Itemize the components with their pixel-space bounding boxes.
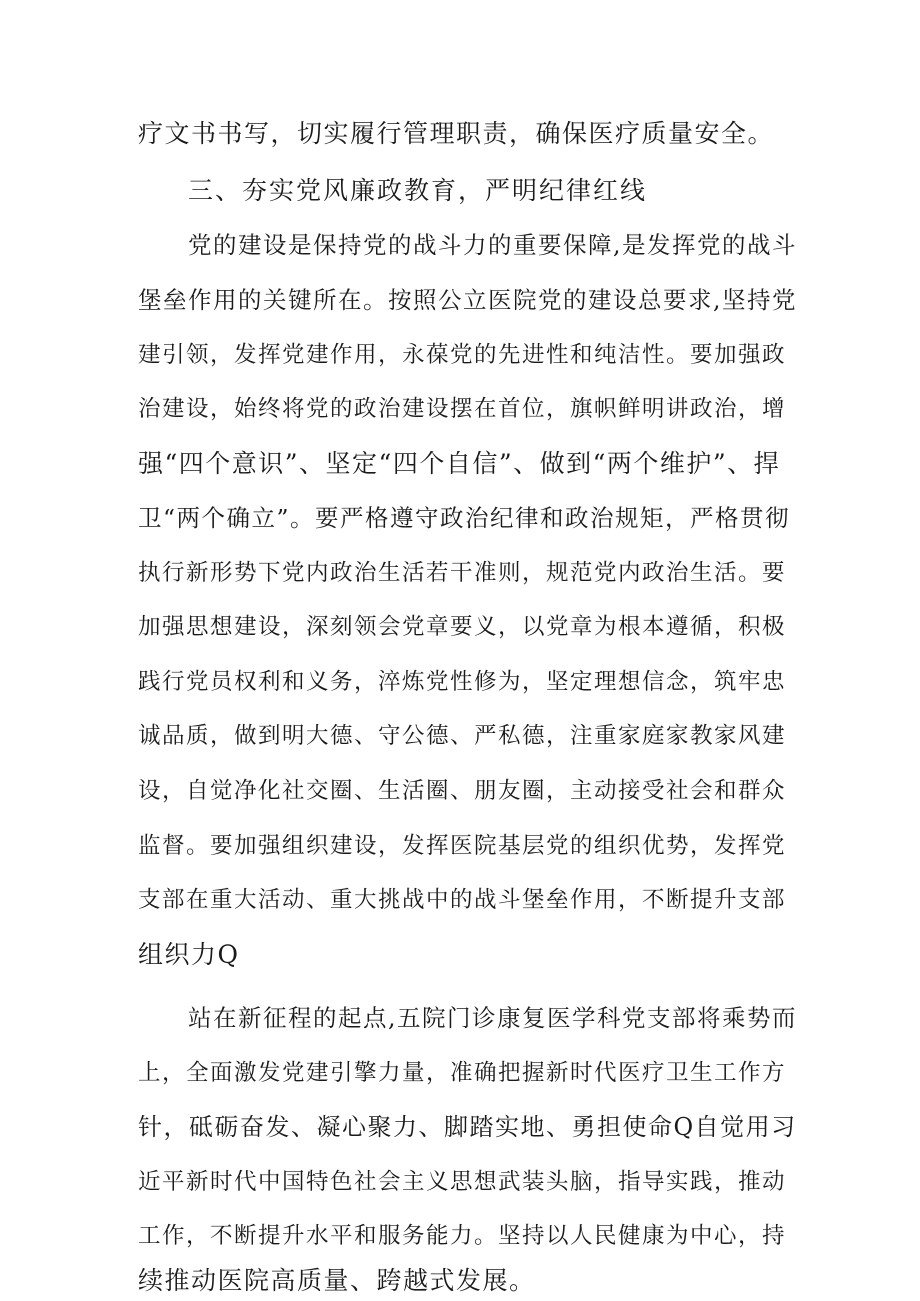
text-line: 工作，不断提升水平和服务能力。坚持以人民健康为中心，持 <box>138 1223 787 1249</box>
text-line: 强“四个意识”、坚定“四个自信”、做到“两个维护”、捍 <box>138 449 781 478</box>
text-line: 针，砥砺奋发、凝心聚力、脚踏实地、勇担使命Q自觉用习 <box>138 1113 797 1141</box>
section-heading: 三、夯实党风廉政教育，严明纪律红线 <box>188 176 648 205</box>
text-line: 近平新时代中国特色社会主义思想武装头脑，指导实践，推动 <box>138 1169 787 1195</box>
text-line: 建引领，发挥党建作用，永葆党的先进性和纯洁性。要加强政 <box>138 342 787 368</box>
text-line: 卫“两个确立”。要严格遵守政治纪律和政治规矩，严格贯彻 <box>138 504 791 532</box>
text-line: 疗文书书写，切实履行管理职责，确保医疗质量安全。 <box>138 119 775 148</box>
text-line: 堡垒作用的关键所在。按照公立医院党的建设总要求,坚持党 <box>138 286 797 314</box>
text-line: 党的建设是保持党的战斗力的重要保障,是发挥党的战斗 <box>188 231 797 259</box>
text-line: 执行新形势下党内政治生活若干准则，规范党内政治生活。要 <box>138 560 787 586</box>
text-line: 加强思想建设，深刻领会党章要义，以党章为根本遵循，积极 <box>138 614 787 640</box>
text-line: 上，全面激发党建引擎力量，准确把握新时代医疗卫生工作方 <box>138 1060 787 1086</box>
text-line: 站在新征程的起点,五院门诊康复医学科党支部将乘势而 <box>188 1004 797 1032</box>
text-line: 治建设，始终将党的政治建设摆在首位，旗帜鲜明讲政治，增 <box>138 396 787 422</box>
text-line: 组织力Q <box>138 940 240 969</box>
text-line: 践行党员权利和义务，淬炼党性修为，坚定理想信念，筑牢忠 <box>138 669 787 695</box>
text-line: 续推动医院高质量、跨越式发展。 <box>138 1266 536 1295</box>
text-line: 诚品质，做到明大德、守公德、严私德，注重家庭家教家风建 <box>138 723 787 749</box>
text-line: 设，自觉净化社交圈、生活圈、朋友圈，主动接受社会和群众 <box>138 778 787 804</box>
text-line: 支部在重大活动、重大挑战中的战斗堡垒作用，不断提升支部 <box>138 887 787 913</box>
text-line: 监督。要加强组织建设，发挥医院基层党的组织优势，发挥党 <box>138 833 787 859</box>
